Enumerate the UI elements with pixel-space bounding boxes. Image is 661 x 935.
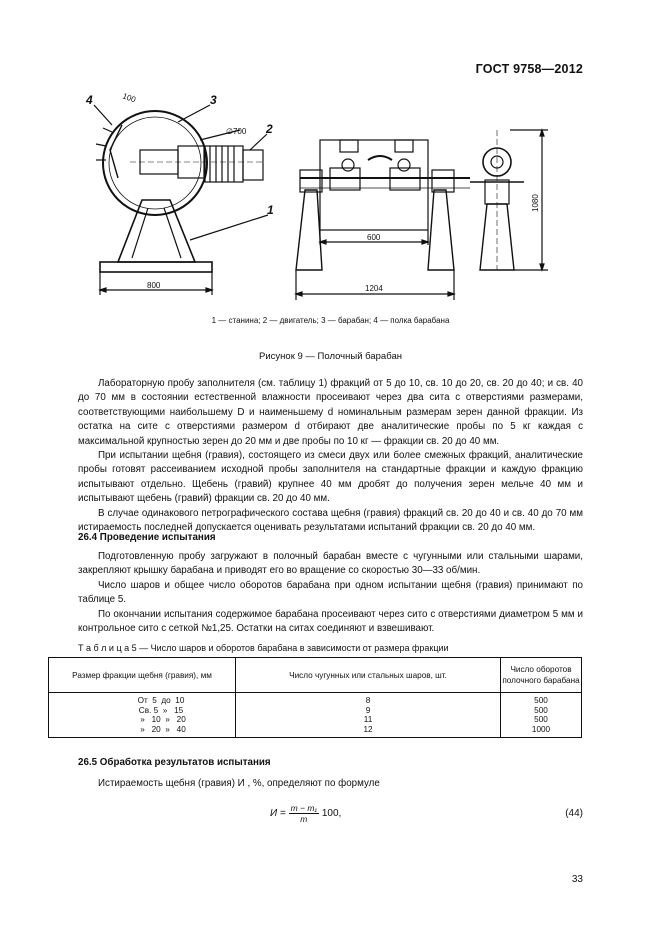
- paragraph: По окончании испытания содержимое барабана просеивают через сито с отверстиями диаметром 5 мм и контрольное сито с сеткой №1,25. Остатки на ситах соединяют и взвешивают.: [78, 608, 583, 635]
- formula: [270, 803, 341, 824]
- body-text-b: [78, 550, 583, 636]
- dim-base: 800: [147, 281, 161, 290]
- fraction-cell: [49, 693, 236, 738]
- formula-rhs: 100,: [321, 808, 342, 820]
- paragraph: При испытании щебня (гравия), состоящего из смеси двух или более смежных фракций, аналитические пробы готовят рассеиванием исходной пробы заполнителя на стандартные фракции и каждую фракцию испытывают отдельно. Щебень (гравий) крупнее 40 мм дробят до получения зерен мельче 40 мм и испытывают щебень (гравий) фракции св. 20 до 40 мм.: [78, 450, 583, 505]
- revolutions-value: 1000: [531, 724, 551, 734]
- callout-4: 4: [86, 93, 93, 107]
- callout-3: 3: [210, 93, 217, 107]
- formula-lhs: И =: [270, 808, 286, 820]
- col-header-revolutions: Число оборотов полочного барабана: [501, 658, 582, 693]
- table-header-row: [49, 658, 582, 693]
- col-header-balls: Число чугунных или стальных шаров, шт.: [236, 658, 501, 693]
- paragraph: Лабораторную пробу заполнителя (см. таблицу 1) фракций от 5 до 10, св. 10 до 20, св. 20 до 40; и св. 40 до 70 мм в состоянии естественной влажности просеивают через два сита с отверстиями размерами, соответствующими наибольшему D и наименьшему d номинальным размерам зерен данной фракции. Из остатка на сите с отверстиями размером d отбирают две аналитические пробы по 5 кг каждая с максимальной крупностью зерен до 20 мм и две пробы по 10 кг — фракции св. 20 до 40 мм.: [78, 378, 583, 447]
- body-text-a: [78, 377, 583, 535]
- balls-value: 8: [365, 696, 371, 705]
- revolutions-cell: [501, 693, 582, 738]
- standard-header: ГОСТ 9758—2012: [475, 62, 583, 76]
- dim-pitch: 100: [121, 91, 137, 105]
- drum-drawing: [0, 0, 661, 310]
- formula-fraction: [289, 803, 320, 824]
- table-row: [49, 693, 582, 738]
- table-caption: Т а б л и ц а 5 — Число шаров и оборотов барабана в зависимости от размера фракции: [78, 643, 449, 653]
- balls-value: 11: [363, 715, 373, 724]
- balls-value: 9: [365, 705, 371, 715]
- equation-number: (44): [565, 808, 583, 819]
- balls-value: 12: [363, 724, 373, 734]
- col-header-fraction: Размер фракции щебня (гравия), мм: [49, 658, 236, 693]
- dim-diameter: ∅700: [226, 127, 247, 136]
- dim-height: 1080: [531, 194, 540, 212]
- fraction-value: Св. 5 » 15: [138, 705, 184, 715]
- callout-2: 2: [266, 122, 273, 136]
- revolutions-value: 500: [534, 696, 548, 705]
- paragraph: Число шаров и общее число оборотов барабана при одном испытании щебня (гравия) принимают по таблице 5.: [78, 579, 583, 606]
- figure-caption: Рисунок 9 — Полочный барабан: [259, 351, 402, 362]
- dim-total: 1204: [365, 284, 383, 293]
- page-number: 33: [571, 874, 583, 885]
- revolutions-value: 500: [534, 715, 548, 724]
- formula-denominator: m: [300, 814, 308, 824]
- fraction-value: От 5 до 10: [137, 696, 185, 705]
- paragraph: Подготовленную пробу загружают в полочный барабан вместе с чугунными или стальными шарами, закрепляют крышку барабана и приводят его во вращение со скоростью 30—33 об/мин.: [78, 551, 583, 577]
- section-heading-26-4: 26.4 Проведение испытания: [78, 532, 216, 543]
- callout-1: 1: [267, 203, 274, 217]
- balls-revolutions-table: [48, 657, 582, 738]
- figure-legend: 1 — станина; 2 — двигатель; 3 — барабан; 4 — полка барабана: [211, 316, 450, 325]
- formula-intro: Истираемость щебня (гравия) И , %, определяют по формуле: [98, 778, 380, 789]
- fraction-value: » 10 » 20: [140, 715, 186, 724]
- dim-inner: 600: [367, 233, 381, 242]
- section-heading-26-5: 26.5 Обработка результатов испытания: [78, 757, 271, 768]
- fraction-value: » 20 » 40: [140, 724, 186, 734]
- paragraph: В случае одинакового петрографического состава щебня (гравия) фракций св. 20 до 40 и св. 40 до 70 мм истираемость последней допускается оценивать результатами испытаний фракции св. 20 до 40 мм.: [78, 507, 583, 534]
- formula-numerator: m − m₁: [290, 803, 318, 813]
- balls-cell: [236, 693, 501, 738]
- revolutions-value: 500: [534, 705, 548, 715]
